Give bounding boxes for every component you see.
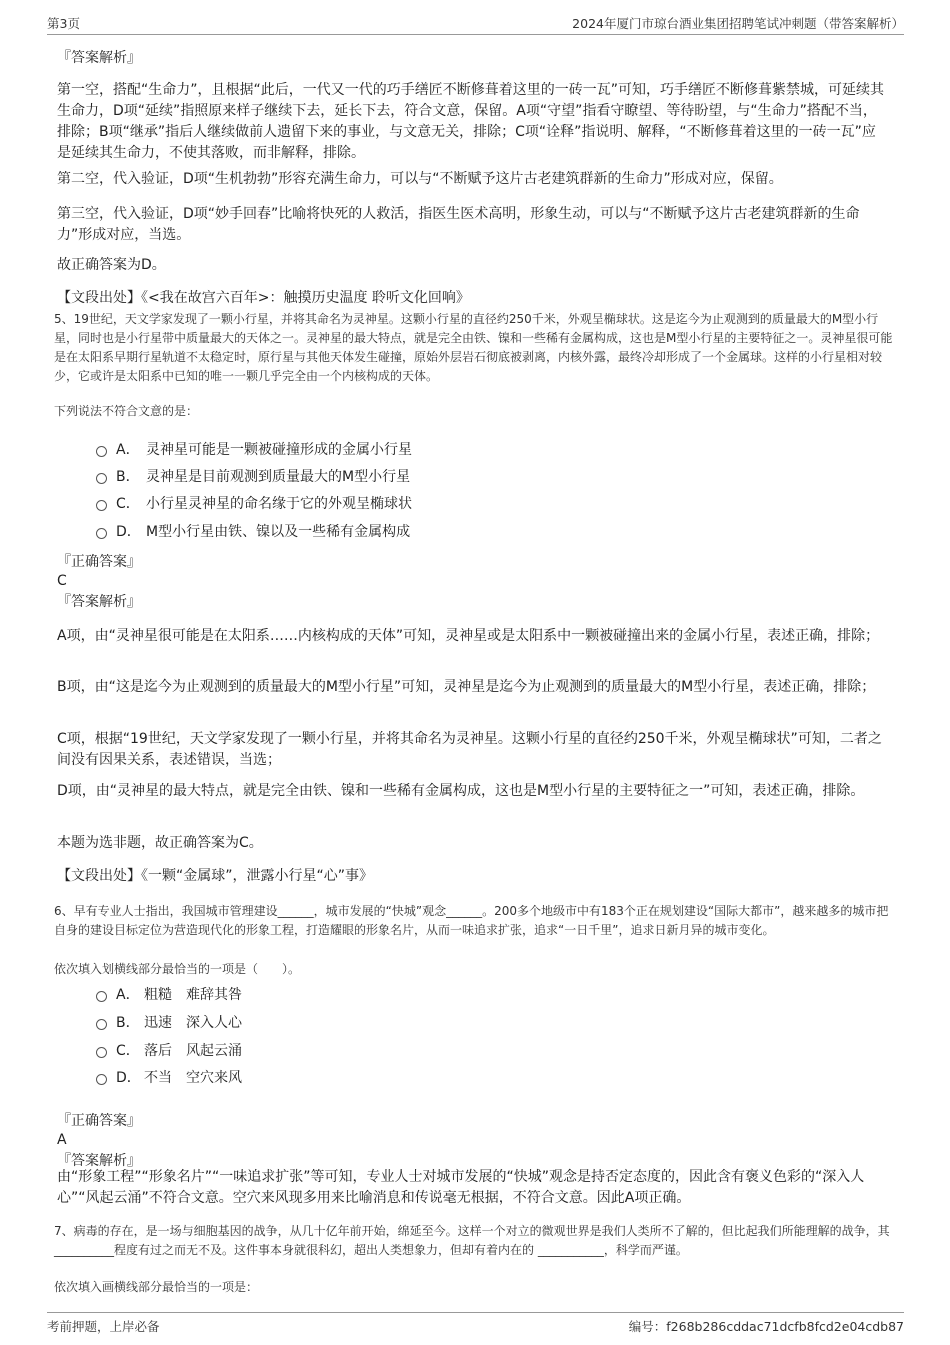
- radio-icon[interactable]: [96, 446, 107, 457]
- radio-icon[interactable]: [96, 473, 107, 484]
- q5-question: 下列说法不符合文意的是：: [54, 404, 199, 418]
- radio-icon[interactable]: [96, 1047, 107, 1058]
- radio-icon[interactable]: [96, 528, 107, 539]
- q6-analysis: 由“形象工程”“形象名片”“一味追求扩张”等可知，专业人士对城市发展的“快城”观念是持否定态度的，因此含有褒义色彩的“深入人心”“风起云涌”不符合文意。空穴来风现多用来比喻消息和传说毫无根据，不符合文意。因此A项正确。: [57, 1169, 865, 1206]
- radio-icon[interactable]: [96, 1074, 107, 1085]
- q6-option-d[interactable]: D． 不当 空穴来风: [96, 1068, 242, 1088]
- q5-answer: C: [57, 573, 67, 589]
- q5-analysis-d: D项，由“灵神星的最大特点，就是完全由铁、镍和一些稀有金属构成，这也是M型小行星的主要特征之一”可知，表述正确，排除。: [57, 783, 865, 799]
- document-code: 编号：f268b286cddac71dcfb8fcd2e04cdb87: [628, 1319, 904, 1334]
- q6-option-c[interactable]: C． 落后 风起云涌: [96, 1041, 242, 1061]
- q4-analysis-p1: 第一空，搭配“生命力”，且根据“此后，一代又一代的巧手缮匠不断修葺着这里的一砖一瓦”可知，巧手缮匠不断修葺紫禁城，可延续其生命力，D项“延续”指照原来样子继续下去，延长下去，符合文意，保留。A项“守望”指看守瞭望、等待盼望，与“生命力”搭配不当，排除；B项“继承”指后人继续做前人遗留下来的事业，与文意无关，排除；C项“诠释”指说明、解释，“不断修葺着这里的一砖一瓦”应是延续其生命力，不使其落败，而非解释，排除。: [57, 82, 885, 161]
- q5-source: 【文段出处】《一颗“金属球”，泄露小行星“心”事》: [57, 868, 374, 884]
- radio-icon[interactable]: [96, 991, 107, 1002]
- radio-icon[interactable]: [96, 1019, 107, 1030]
- q5-stem: 5、19世纪，天文学家发现了一颗小行星，并将其命名为灵神星。这颗小行星的直径约250千米，外观呈椭球状。这是迄今为止观测到的质量最大的M型小行星，同时也是小行星带中质量最大的天体之一。灵神星的最大特点，就是完全由铁、镍和一些稀有金属构成，这也是M型小行星的主要特征之一。灵神星很可能是在太阳系早期行星轨道不太稳定时，原行星与其他天体发生碰撞，原始外层岩石彻底被剥离，内核外露，最终冷却形成了一个金属球。这样的小行星相对较少，它或许是太阳系中已知的唯一一颗几乎完全由一个内核构成的天体。: [54, 312, 893, 383]
- q6-question: 依次填入划横线部分最恰当的一项是（ ）。: [54, 962, 301, 976]
- q5-option-d[interactable]: D． M型小行星由铁、镍以及一些稀有金属构成: [96, 522, 410, 542]
- page-header: [47, 12, 904, 35]
- q6-option-a[interactable]: A． 粗糙 难辞其咎: [96, 985, 242, 1005]
- radio-icon[interactable]: [96, 500, 107, 511]
- footer-slogan: 考前押题，上岸必备: [47, 1319, 160, 1334]
- q6-answer: A: [57, 1132, 67, 1148]
- q5-option-b[interactable]: B． 灵神星是目前观测到质量最大的M型小行星: [96, 467, 410, 487]
- q4-source: 【文段出处】《<我在故宫六百年>：触摸历史温度 聆听文化回响》: [57, 290, 470, 306]
- q5-conclusion: 本题为选非题，故正确答案为C。: [57, 835, 263, 851]
- q4-analysis-heading: 『答案解析』: [57, 50, 141, 66]
- q5-answer-heading: 『正确答案』: [57, 554, 141, 570]
- q4-analysis-p2: 第二空，代入验证，D项“生机勃勃”形容充满生命力，可以与“不断赋予这片古老建筑群新的生命力”形成对应，保留。: [57, 171, 783, 187]
- q6-answer-heading: 『正确答案』: [57, 1113, 141, 1129]
- q5-option-c[interactable]: C． 小行星灵神星的命名缘于它的外观呈椭球状: [96, 494, 412, 514]
- q5-option-a[interactable]: A． 灵神星可能是一颗被碰撞形成的金属小行星: [96, 440, 412, 460]
- q7-stem: 7、病毒的存在，是一场与细胞基因的战争，从几十亿年前开始，绵延至今。这样一个对立的微观世界是我们人类所不了解的，但比起我们所能理解的战争，其 __________程度有过之而无不及。这件事本身就很科幻，超出人类想象力，但却有着内在的 ___________，科学而严谨。: [54, 1224, 890, 1257]
- q7-question: 依次填入画横线部分最恰当的一项是：: [54, 1280, 259, 1294]
- document-title: 2024年厦门市琼台酒业集团招聘笔试冲刺题（带答案解析）: [572, 16, 904, 31]
- q5-analysis-a: A项，由“灵神星很可能是在太阳系……内核构成的天体”可知，灵神星或是太阳系中一颗被碰撞出来的金属小行星，表述正确，排除；: [57, 628, 880, 644]
- q6-option-b[interactable]: B． 迅速 深入人心: [96, 1013, 242, 1033]
- q5-analysis-c: C项，根据“19世纪，天文学家发现了一颗小行星，并将其命名为灵神星。这颗小行星的直径约250千米，外观呈椭球状”可知，二者之间没有因果关系，表述错误，当选；: [57, 731, 882, 768]
- q5-analysis-heading: 『答案解析』: [57, 594, 141, 610]
- q6-analysis-heading: 『答案解析』: [57, 1153, 141, 1169]
- q6-stem: 6、早有专业人士指出，我国城市管理建设______，城市发展的“快城”观念______。200多个地级市中有183个正在规划建设“国际大都市”，越来越多的城市把自身的建设目标定位为营造现代化的形象工程，打造耀眼的形象名片，从而一味追求扩张，追求“一日千里”，追求日新月异的城市变化。: [54, 904, 889, 937]
- page-footer: [47, 1312, 904, 1337]
- q5-analysis-b: B项，由“这是迄今为止观测到的质量最大的M型小行星”可知，灵神星是迄今为止观测到的质量最大的M型小行星，表述正确，排除；: [57, 679, 876, 695]
- q4-analysis-p3: 第三空，代入验证，D项“妙手回春”比喻将快死的人救活，指医生医术高明，形象生动，可以与“不断赋予这片古老建筑群新的生命力”形成对应，当选。: [57, 206, 860, 243]
- q4-analysis-p4: 故正确答案为D。: [57, 257, 166, 273]
- page-number: 第3页: [47, 16, 80, 31]
